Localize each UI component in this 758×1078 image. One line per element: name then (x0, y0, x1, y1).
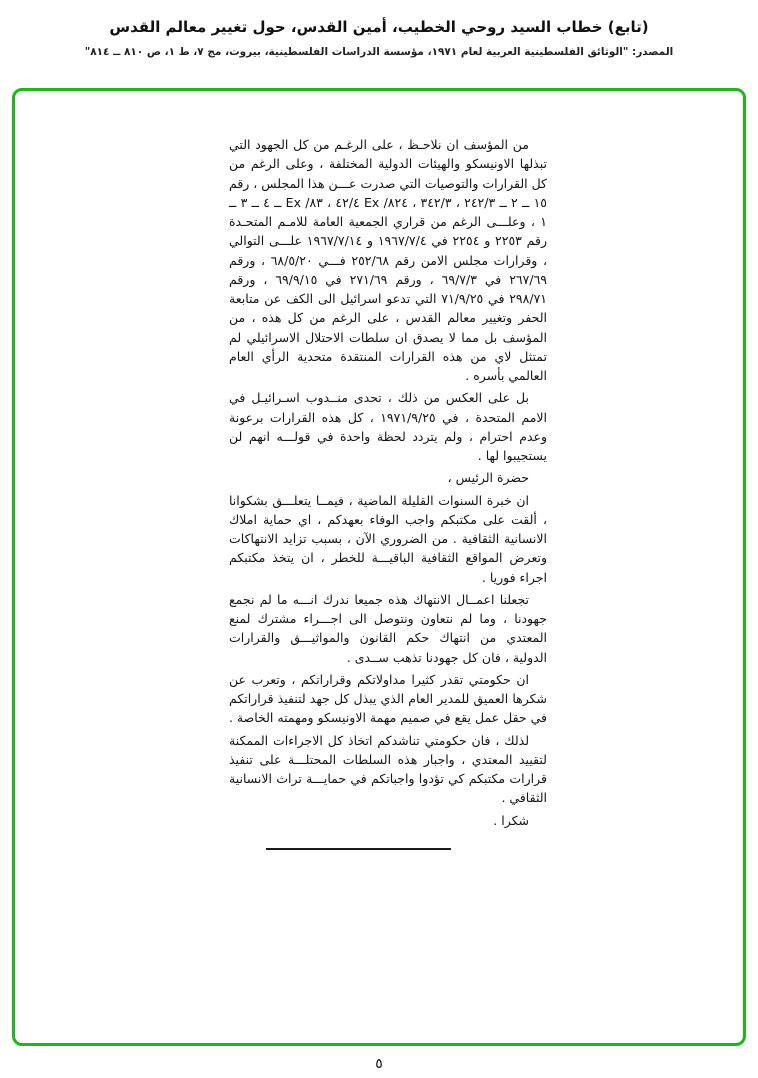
green-border-box (12, 88, 746, 1046)
body-paragraph-salutation: حضرة الرئيس ، (447, 470, 529, 486)
body-paragraph: لذلك ، فان حكومتي تناشدكم اتخاذ كل الاجراءات الممكنة لتقييد المعتدي ، واجبار هذه السلطات المحتلـــة على تنفيذ قرارات مكتبكم كي تؤدوا واجباتكم في حمايـــة تراث الانسانية الثقافي . (229, 732, 547, 806)
body-paragraph: بل على العكس من ذلك ، تحدى منــدوب اسـرائيـل في الامم المتحدة ، في ١٩٧١/٩/٢٥ ، كل هذه القرارات برعونة وعدم احترام ، ولم يتردد لحظة واحدة في قولـــه انهم لن يستجيبوا لها . (229, 390, 547, 463)
body-text-column (229, 135, 547, 850)
document-title: (تابع) خطاب السيد روحي الخطيب، أمين القدس، حول تغيير معالم القدس (109, 18, 649, 36)
document-source-line: المصدر: "الوثائق الفلسطينية العربية لعام ١٩٧١، مؤسسة الدراسات الفلسطينية، بيروت، مج ٧، ط ١، ص ٨١٠ ــ ٨١٤" (84, 45, 674, 58)
body-paragraph: ان حكومتي تقدر كثيرا مداولاتكم وقراراتكم ، وتعرب عن شكرها العميق للمدير العام الذي يبذل كل جهد لتنفيذ قراراتكم في حقل عمل يقع في صميم مهمة الاونيسكو ومهمته الخاصة . (228, 671, 547, 726)
body-paragraph: من المؤسف ان نلاحـظ ، على الرغـم من كل الجهود التي تبذلها الاونيسكو والهيئات الدولية المختلفة ، وعلى الرغم من كل القرارات والتوصيات التي صدرت عـــن هذا المجلس ، رقم ١٥ ــ ٢ ــ ٢٤٢/٣ ، ٣٤٢/٣ ، ٨٢٤/ Ex ٤٢/٤ ، ٨٣/ Ex ــ ٤ ــ ٣ ــ ١ ، وعلـــى الرغم من قراري الجمعية العامة للامـم المتحـدة رقم ٢٢٥٣ و ٢٢٥٤ في ١٩٦٧/٧/٤ و ١٩٦٧/٧/١٤ علـــى التوالي ، وقرارات مجلس الامن رقم ٢٥٢/٦٨ فـــي ٦٨/٥/٢٠ ، ورقم ٢٦٧/٦٩ في ٦٩/٧/٣ ، ورقم ٢٧١/٦٩ في ٦٩/٩/١٥ ، ورقم ٢٩٨/٧١ في ٧١/٩/٢٥ التي تدعو اسرائيل الى الكف عن متابعة الحفر وتغيير معالم القدس ، على الرغم من كل هذه ، من المؤسف بل مما لا يصدق ان سلطات الاحتلال الاسرائيلي لم تمتثل لاي من هذه القرارات المنتقدة متحدية الرأي العام العالمي بأسره . (229, 137, 548, 383)
body-paragraph: تجعلنا اعمــال الانتهاك هذه جميعا ندرك انـــه ما لم نجمع جهودنا ، وما لم نتعاون ونتوصل الى اجـــراء مشترك لمنع المعتدي من انتهاك حكم القانون والمواثيـــق والقرارات الدولية ، فان كل جهودنا تذهب ســدى . (229, 591, 547, 665)
page-header (0, 0, 758, 59)
page-number: ٥ (375, 1056, 383, 1072)
body-paragraph: ان خبرة السنوات القليلة الماضية ، فيمــا يتعلـــق بشكوانا ، ألقت على مكتبكم واجب الوفاء بعهدكم ، اي حماية املاك الانسانية الثقافية . من الضروري الآن ، بسبب تزايد الانتهاكات وتعرض المواقع الثقافية الباقيـــة للخطر ، ان يتخذ مكتبكم اجراء فوريا . (229, 492, 547, 585)
divider-line (266, 848, 451, 850)
body-paragraph-closing: شكرا . (493, 812, 529, 828)
